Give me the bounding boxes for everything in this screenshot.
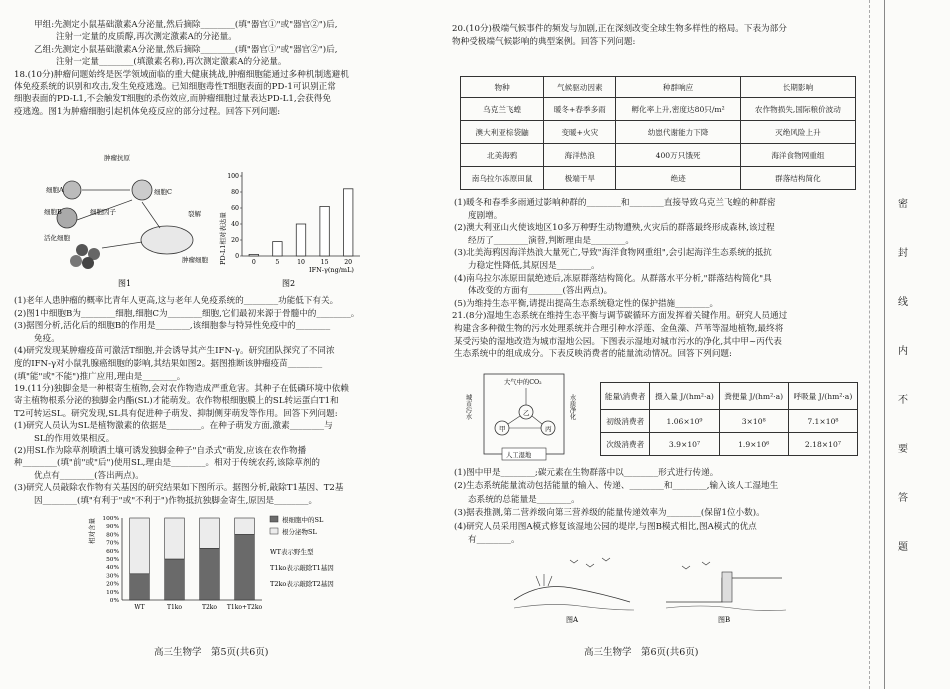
y-tick-label: 40 [231, 221, 239, 228]
y-tick-label: 100 [227, 173, 239, 180]
diagram-label: 大气中的CO₂ [504, 379, 542, 386]
diagram-label: 水质净化 [568, 394, 576, 420]
binding-char: 密 [898, 199, 908, 210]
text-line: 某受污染的湿地改造为城市湿地公园。下图表示湿地对城市污水的净化,其中甲~丙代表 [454, 336, 782, 347]
table-cell: 群落结构简化 [740, 167, 855, 190]
y-tick-label: 50% [106, 557, 119, 563]
x-tick-label: T1ko+T2ko [226, 604, 263, 611]
y-tick-label: 20% [106, 581, 119, 588]
fig1-label: 肿瘤细胞 [182, 256, 208, 264]
stacked-bar-segment [200, 548, 220, 600]
fig3-note: T1ko表示敲除T1基因 [270, 564, 334, 572]
table-row [601, 410, 858, 433]
text-line: 寄主植物根系分泌的独脚金内酯(SL)才能萌发。农作物根细胞膜上的SL转运蛋白T1和 [14, 396, 339, 407]
text-line: (1)图中甲是________;碳元素在生物群落中以________形式进行传递。 [454, 468, 719, 478]
text-line: 疫逃逸。图1为肿瘤细胞引起机体免疫反应的部分过程。回答下列问题: [14, 106, 281, 117]
table-cell: 澳大利亚棕袋鼬 [461, 121, 544, 144]
text-line: 甲组:先测定小鼠基础激素A分泌量,然后摘除________(填"器官①"或"器官②")后, [34, 20, 338, 30]
text-line: 细胞表面的PD-L1,不会触发T细胞的杀伤效应,而肿瘤细胞过量表达PD-L1,会获得免 [14, 94, 331, 105]
text-line: (3)据表推测,第二营养级向第三营养级的能量传递效率为________(保留1位小数)。 [454, 508, 765, 519]
table-cell: 暖冬+春季多雨 [544, 98, 616, 121]
right-page [448, 0, 868, 689]
x-tick-label: T1ko [166, 604, 183, 611]
table-row [461, 121, 856, 144]
y-tick-label: 20 [231, 237, 239, 244]
text-line: T2可转运SL。研究发现,SL具有促进种子萌发、抑制侧芽萌发等作用。回答下列问题: [14, 408, 338, 419]
binding-char: 要 [898, 444, 908, 455]
stacked-bar-segment [130, 574, 150, 600]
table-header-cell: 长期影响 [740, 77, 855, 98]
binding-dashed-line [869, 0, 871, 689]
plasma-cluster [70, 244, 100, 269]
table-cell: 灭绝风险上升 [740, 121, 855, 144]
table-header-cell: 物种 [461, 77, 544, 98]
stacked-bar-segment [235, 518, 255, 534]
table-cell: 3×10⁸ [719, 410, 788, 433]
text-line: 体免疫系统的识别和攻击,发生免疫逃逸。已知细胞毒性T细胞表面的PD-1可识别正常 [14, 82, 336, 92]
bar [320, 206, 329, 256]
x-tick-label: 0 [251, 259, 256, 266]
text-line: 注射一定量________(填激素名称),再次测定激素A的分泌量。 [56, 57, 287, 68]
text-line: (1)研究人员认为SL是植物激素的依据是________。在种子萌发方面,激素________与 [14, 421, 333, 432]
text-line: 因________(填"有利于"或"不利于")作物抵抗独脚金寄生,原因是________。 [34, 495, 318, 506]
text-line: 乙组:先测定小鼠基础激素A分泌量,然后摘除________(填"器官①"或"器官②")后, [34, 44, 338, 55]
tumor-cell-shape [141, 226, 193, 254]
figure-3-stacked-bar-chart [84, 508, 404, 618]
fig1-label: 细胞C [154, 188, 172, 196]
table-cell: 400万只饿死 [616, 144, 740, 167]
fig1-label: 活化细胞 [44, 234, 70, 242]
text-line: (填"能"或"不能")推广应用,理由是________。 [14, 371, 186, 382]
y-tick-label: 80 [231, 189, 239, 196]
table-header-cell: 呼吸量 J/(hm²·a) [788, 383, 857, 410]
fig3-note: T2ko表示敲除T2基因 [270, 580, 334, 588]
figure-b-embankment [662, 556, 792, 626]
text-line: 体改变的方面有________(答出两点)。 [468, 286, 613, 297]
y-tick-label: 100% [102, 516, 119, 522]
text-line: 度剧增。 [468, 210, 503, 221]
text-line: (3)北美海鸦因海洋热浪大量死亡,导致"海洋食物网重组",会引起海洋生态系统的抵抗 [454, 248, 772, 259]
table-cell: 2.18×10⁷ [788, 433, 857, 456]
binding-line [884, 0, 885, 689]
figure-a-embankment [510, 556, 640, 626]
fig2-ylabel: PD-L1相对表达量 [219, 212, 227, 265]
figure-2-bar-chart [214, 160, 374, 290]
text-line: (1)老年人患肿瘤的概率比青年人更高,这与老年人免疫系统的________功能低下有关。 [14, 296, 339, 306]
fig1-label: 裂解 [188, 210, 201, 218]
y-tick-label: 80% [106, 532, 119, 539]
table-row [601, 433, 858, 456]
y-tick-label: 70% [106, 540, 119, 547]
text-line: (5)为维持生态平衡,请提出提高生态系统稳定性的保护措施________。 [454, 298, 719, 309]
table-cell: 3.9×10⁷ [650, 433, 719, 456]
binding-char: 题 [898, 542, 908, 553]
fig1-label: 细胞B [44, 208, 62, 216]
table-cell: 次级消费者 [601, 433, 650, 456]
text-line: 力稳定性降低,其原因是________。 [468, 261, 600, 271]
y-tick-label: 60% [106, 548, 119, 555]
figure-b-caption: 图B [718, 616, 731, 624]
text-line: 注射一定量的皮质醇,再次测定激素A的分泌量。 [56, 32, 237, 43]
table-cell: 初级消费者 [601, 410, 650, 433]
x-tick-label: 10 [297, 259, 305, 266]
y-tick-label: 60 [231, 205, 239, 212]
table-header-cell: 摄入量 J/(hm²·a) [650, 383, 719, 410]
cell-c-shape [132, 180, 152, 200]
y-tick-label: 0 [235, 253, 239, 260]
table-cell: 幼崽代谢能力下降 [616, 121, 740, 144]
table-cell: 海洋食物网重组 [740, 144, 855, 167]
stacked-bar-segment [130, 518, 150, 574]
text-line: 19.(11分)独脚金是一种根寄生植物,会对农作物造成严重危害。其种子在低磷环境中依赖 [14, 384, 349, 394]
text-line: 种________(填"前"或"后")使用SL,理由是________。相对于传统农药,该除草剂的 [14, 458, 320, 469]
legend-label: 根分泌物SL [282, 528, 317, 536]
diagram-label: 人工湿地 [506, 452, 532, 459]
text-line: 经历了________演替,判断理由是________。 [468, 235, 635, 246]
text-line: 生态系统中的组成成分。下表反映消费者的能量流动情况。回答下列问题: [454, 349, 732, 360]
text-line: (2)用SL作为除草剂喷洒土壤可诱发独脚金种子"自杀式"萌发,应该在农作物播 [14, 446, 307, 456]
binding-char: 封 [898, 248, 908, 259]
text-line: (3)研究人员敲除农作物有关基因的研究结果如下图所示。据图分析,敲除T1基因、T2基 [14, 483, 344, 494]
text-line: (4)南乌拉尔冻原田鼠绝迹后,冻原群落结构简化。从群落水平分析,"群落结构简化"具 [454, 273, 772, 284]
text-line: 物种受极端气候影响的典型案例。回答下列问题: [452, 36, 636, 47]
table-cell: 7.1×10⁸ [788, 410, 857, 433]
fig1-caption: 图1 [118, 279, 132, 288]
binding-char: 线 [898, 297, 908, 308]
fig1-label: 细胞因子 [90, 208, 116, 216]
page-footer-left: 高三生物学 第5页(共6页) [154, 647, 269, 658]
text-line: (4)研究人员采用图A模式修复该湿地公园的堤岸,与图B模式相比,图A模式的优点 [454, 521, 757, 532]
y-tick-label: 10% [106, 589, 119, 596]
y-tick-label: 0% [109, 598, 119, 604]
y-tick-label: 40% [106, 565, 119, 572]
x-tick-label: 20 [344, 259, 353, 266]
text-line: 免疫。 [34, 333, 60, 344]
text-line: (2)图1中细胞B为________细胞,细胞C为________细胞,它们最初来源于骨髓中的________。 [14, 308, 360, 319]
table-header-cell: 能量\消费者 [601, 383, 650, 410]
table-header-cell: 种群响应 [616, 77, 740, 98]
x-tick-label: WT [134, 604, 145, 611]
text-line: 20.(10分)极端气候事件的频发与加剧,正在深刻改变全球生物多样性的格局。下表为部分 [452, 24, 787, 34]
fig1-label: 细胞A [46, 186, 64, 194]
table-cell: 南乌拉尔冻原田鼠 [461, 167, 544, 190]
text-line: (2)生态系统能量流动包括能量的输入、传递、________和________,输入该人工湿地生 [454, 481, 779, 492]
stacked-bar-segment [235, 534, 255, 600]
text-line: 18.(10分)肿瘤问题始终是医学领域面临的重大健康挑战,肿瘤细胞能通过多种机制逃避机 [14, 69, 349, 80]
table-cell: 乌克兰飞蝗 [461, 98, 544, 121]
table-cell: 北美海鸦 [461, 144, 544, 167]
text-line: 度的IFN-γ对小鼠乳腺癌细胞的影响,其结果如图2。据图推断该肿瘤疫苗________ [14, 359, 323, 369]
binding-char: 答 [898, 493, 908, 504]
binding-char: 内 [898, 346, 908, 357]
table-cell: 海洋热浪 [544, 144, 616, 167]
energy-table [600, 382, 858, 456]
fig1-label: 肿瘤抗原 [104, 154, 130, 162]
binding-char: 不 [898, 395, 908, 406]
text-line: 优点有________(答出两点)。 [34, 470, 144, 481]
text-line: 有________。 [468, 535, 520, 545]
text-line: SL的作用效果相反。 [34, 433, 115, 444]
stacked-bar-segment [165, 559, 185, 600]
table-cell: 1.9×10⁶ [719, 433, 788, 456]
diagram-label: 甲 [499, 425, 506, 433]
x-tick-label: 5 [275, 259, 280, 266]
fig2-caption: 图2 [282, 279, 296, 288]
table-header-cell: 粪便量 J/(hm²·a) [719, 383, 788, 410]
x-tick-label: T2ko [201, 604, 218, 611]
y-tick-label: 30% [106, 573, 119, 580]
figure-a-caption: 图A [566, 616, 579, 624]
bar [273, 242, 282, 256]
fig2-xlabel: IFN-γ(ng/mL) [309, 266, 354, 274]
x-tick-label: 15 [320, 259, 329, 266]
bar [343, 189, 352, 256]
diagram-label: 丙 [545, 425, 552, 433]
table-cell: 绝迹 [616, 167, 740, 190]
table-row [461, 98, 856, 121]
text-line: 态系统的总能量是________。 [468, 494, 580, 505]
fig3-note: WT表示野生型 [270, 548, 314, 556]
table-cell: 变暖+火灾 [544, 121, 616, 144]
stacked-bar-segment [200, 518, 220, 548]
table-cell: 1.06×10⁹ [650, 410, 719, 433]
legend-swatch [270, 516, 278, 522]
text-line: 21.(8分)湿地生态系统在维持生态平衡与调节碳循环方面发挥着关键作用。研究人员通过 [452, 311, 788, 322]
fig3-ylabel: 相对含量 [88, 518, 96, 544]
diagram-label: 城市污水 [464, 394, 472, 420]
wetland-cycle-diagram [466, 372, 586, 464]
legend-label: 根细胞中的SL [282, 516, 324, 524]
cell-a-shape [63, 181, 81, 199]
bar [296, 224, 305, 256]
text-line: (3)据图分析,活化后的细胞B的作用是________,该细胞参与特异性免疫中的________ [14, 321, 331, 332]
text-line: (4)研究发现某肿瘤疫苗可激活T细胞,并会诱导其产生IFN-γ。研究团队探究了不同浓 [14, 346, 335, 357]
table-cell: 极端干旱 [544, 167, 616, 190]
y-tick-label: 90% [106, 524, 119, 531]
page-footer-right: 高三生物学 第6页(共6页) [584, 647, 699, 658]
bar [249, 254, 258, 256]
text-line: (1)暖冬和春季多雨通过影响种群的________和________直接导致乌克兰飞蝗的种群密 [454, 198, 776, 208]
text-line: (2)澳大利亚山火使该地区10多万种野生动物遭殃,火灾后的群落最终形成森林,该过程 [454, 223, 775, 234]
legend-swatch [270, 528, 278, 534]
table-header-cell: 气候驱动因素 [544, 77, 616, 98]
table-cell: 农作物损失,国际粮价波动 [740, 98, 855, 121]
table-row [461, 167, 856, 190]
species-table [460, 76, 856, 190]
table-cell: 孵化率上升,密度达80只/m² [616, 98, 740, 121]
diagram-label: 乙 [523, 409, 530, 417]
left-page [14, 0, 432, 689]
text-line: 构建含多种微生物的污水处理系统并合理引种水浮莲、金鱼藻、芦苇等湿地植物,最终将 [454, 324, 784, 334]
table-row [461, 144, 856, 167]
stacked-bar-segment [165, 518, 185, 559]
figure-1-immune-diagram [42, 150, 212, 290]
